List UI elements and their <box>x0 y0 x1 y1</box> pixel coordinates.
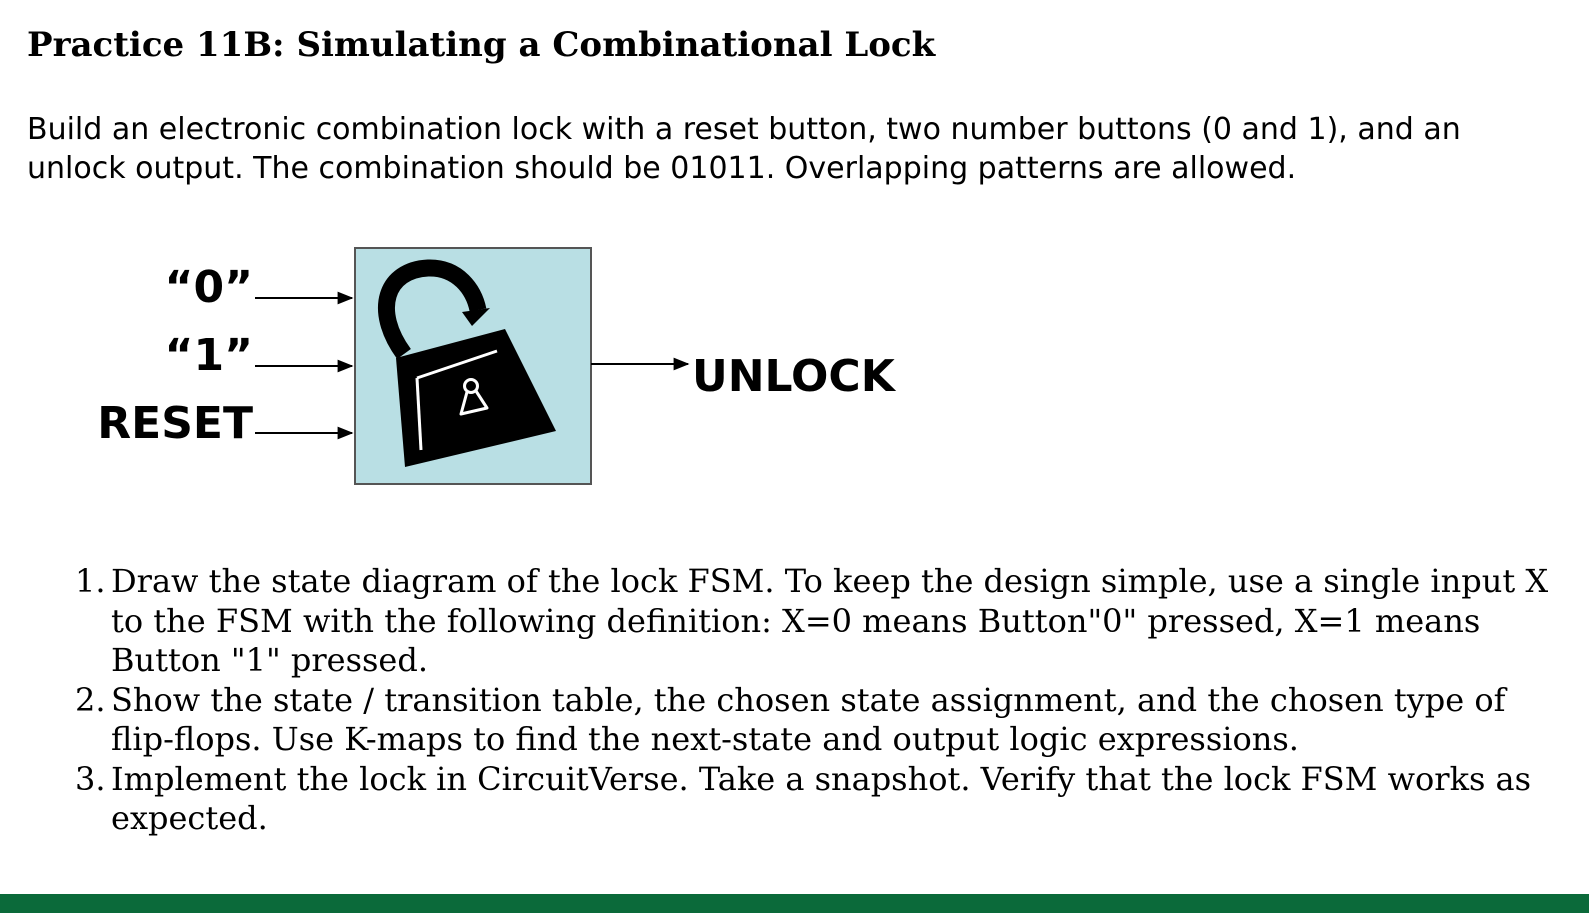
task-list <box>75 562 1565 839</box>
task-text: Implement the lock in CircuitVerse. Take a snapshot. Verify that the lock FSM works as expected. <box>111 759 1532 837</box>
intro-paragraph: Build an electronic combination lock with a reset button, two number buttons (0 and 1), and an unlock output. The combination should be 01011. Overlapping patterns are allowed. <box>27 112 1461 186</box>
output-label-unlock: UNLOCK <box>692 351 895 402</box>
task-text: Draw the state diagram of the lock FSM. To keep the design simple, use a single input X to the FSM with the following definition: X=0 means Button"0" pressed, X=1 means Button "1" pressed. <box>111 562 1549 679</box>
task-number: 3. <box>75 759 106 798</box>
task-text: Show the state / transition table, the chosen state assignment, and the chosen type of flip-flops. Use K-maps to find the next-state and output logic expressions. <box>111 680 1506 758</box>
task-item <box>75 681 1565 760</box>
task-item <box>75 562 1565 681</box>
footer-bar <box>0 894 1589 913</box>
input-label-zero: “0” <box>164 262 253 313</box>
task-number: 2. <box>75 680 106 719</box>
lock-diagram <box>0 230 1000 510</box>
page-title: Practice 11B: Simulating a Combinational Lock <box>27 25 936 65</box>
task-item <box>75 760 1565 839</box>
input-label-one: “1” <box>164 330 253 381</box>
input-label-reset: RESET <box>97 398 253 449</box>
task-number: 1. <box>75 562 106 600</box>
